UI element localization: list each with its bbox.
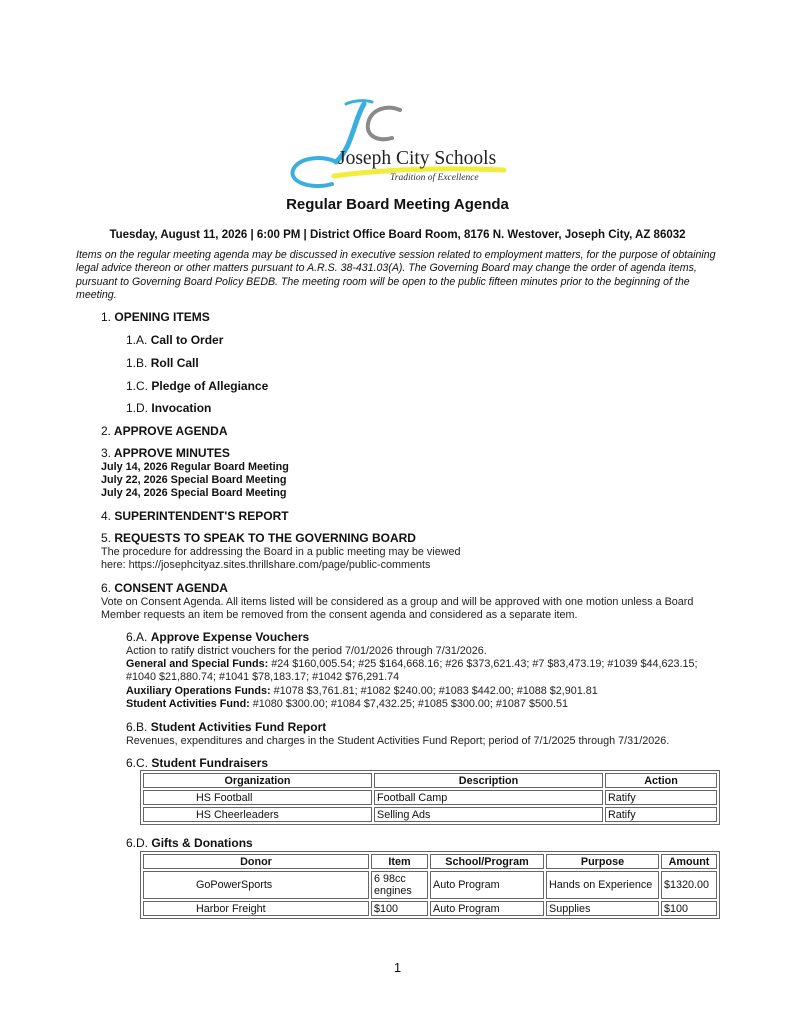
- table-cell: HS Cheerleaders: [143, 807, 372, 822]
- minutes-item: July 22, 2026 Special Board Meeting: [101, 474, 287, 486]
- general-funds: [126, 658, 726, 685]
- table-cell: GoPowerSports: [143, 871, 369, 899]
- section-approve-minutes: [101, 446, 230, 460]
- table-cell: $100: [661, 901, 717, 916]
- section-superintendent-report: [101, 509, 289, 523]
- donations-table: [140, 851, 720, 919]
- item-call-to-order: [126, 333, 223, 347]
- section-number: 1.: [101, 310, 112, 324]
- item-title: Student Activities Fund Report: [150, 720, 327, 734]
- section-title: SUPERINTENDENT'S REPORT: [114, 509, 289, 523]
- section-title: APPROVE MINUTES: [113, 446, 230, 460]
- item-title: Approve Expense Vouchers: [150, 630, 310, 644]
- auxiliary-funds-value: #1078 $3,761.81; #1082 $240.00; #1083 $442.00; #1088 $2,901.81: [270, 685, 598, 697]
- column-header: Item: [371, 854, 428, 869]
- item-title: Student Fundraisers: [151, 756, 269, 770]
- requests-text: The procedure for addressing the Board in a public meeting may be viewed: [101, 546, 461, 558]
- item-number: 1.D.: [126, 401, 149, 415]
- table-row: [143, 901, 717, 916]
- column-header: Organization: [143, 773, 372, 788]
- item-roll-call: [126, 356, 199, 370]
- minutes-item: July 24, 2026 Special Board Meeting: [101, 487, 287, 499]
- table-cell: Hands on Experience: [546, 871, 659, 899]
- consent-text: Vote on Consent Agenda. All items listed will be considered as a group and will be approved with one motion unless a Board Member requests an item be removed from the consent agenda and considered as a separate item.: [101, 596, 694, 622]
- table-cell: Ratify: [605, 790, 717, 805]
- table-row: [143, 807, 717, 822]
- table-cell: Auto Program: [430, 901, 544, 916]
- table-cell: Auto Program: [430, 871, 544, 899]
- general-funds-value: #24 $160,005.54; #25 $164,668.16; #26 $373,621.43; #7 $83,473.19; #1039 $44,623.15; #1040 $21,880.74; #1041 $78,183.17; #1042 $76,291.74: [126, 658, 698, 684]
- section-title: CONSENT AGENDA: [114, 581, 228, 595]
- public-comments-link[interactable]: here: https://josephcityaz.sites.thrillshare.com/page/public-comments: [101, 559, 431, 571]
- item-number: 1.A.: [126, 333, 148, 347]
- table-cell: Harbor Freight: [143, 901, 369, 916]
- activities-report-text: Revenues, expenditures and charges in the Student Activities Fund Report; period of 7/1/2025 through 7/31/2026.: [126, 735, 670, 747]
- section-number: 6.: [101, 581, 112, 595]
- section-requests-to-speak: [101, 531, 416, 545]
- column-header: Donor: [143, 854, 369, 869]
- minutes-item: July 14, 2026 Regular Board Meeting: [101, 461, 289, 473]
- item-number: 1.B.: [126, 356, 148, 370]
- item-number: 1.C.: [126, 379, 149, 393]
- meeting-details: Tuesday, August 11, 2026 | 6:00 PM | District Office Board Room, 8176 N. Westover, Joseph City, AZ 86032: [109, 229, 686, 241]
- table-cell: $1320.00: [661, 871, 717, 899]
- item-expense-vouchers: [126, 630, 309, 644]
- column-header: Description: [374, 773, 603, 788]
- section-approve-agenda: [101, 424, 227, 438]
- item-student-activities-report: [126, 720, 326, 734]
- item-gifts-donations: [126, 836, 253, 850]
- table-cell: Selling Ads: [374, 807, 603, 822]
- vouchers-text: Action to ratify district vouchers for the period 7/01/2026 through 7/31/2026.: [126, 645, 487, 657]
- student-activities-value: #1080 $300.00; #1084 $7,432.25; #1085 $300.00; #1087 $500.51: [249, 698, 568, 710]
- item-number: 6.D.: [126, 836, 149, 850]
- table-header-row: [143, 773, 717, 788]
- student-activities-label: Student Activities Fund:: [126, 698, 250, 710]
- column-header: School/Program: [430, 854, 544, 869]
- section-number: 5.: [101, 531, 112, 545]
- auxiliary-funds-label: Auxiliary Operations Funds:: [126, 685, 271, 697]
- section-consent-agenda: [101, 581, 228, 595]
- item-student-fundraisers: [126, 756, 268, 770]
- section-title: OPENING ITEMS: [114, 310, 210, 324]
- item-number: 6.A.: [126, 630, 148, 644]
- table-cell: 6 98cc engines: [371, 871, 428, 899]
- auxiliary-funds: [126, 685, 726, 698]
- table-cell: Football Camp: [374, 790, 603, 805]
- item-number: 6.B.: [126, 720, 148, 734]
- column-header: Action: [605, 773, 717, 788]
- item-title: Roll Call: [150, 356, 199, 370]
- item-number: 6.C.: [126, 756, 149, 770]
- table-row: [143, 790, 717, 805]
- table-cell: $100: [371, 901, 428, 916]
- section-number: 4.: [101, 509, 112, 523]
- general-funds-label: General and Special Funds:: [126, 658, 269, 670]
- page-number: 1: [393, 960, 402, 975]
- table-header-row: [143, 854, 717, 869]
- column-header: Purpose: [546, 854, 659, 869]
- section-number: 2.: [101, 424, 112, 438]
- table-row: [143, 871, 717, 899]
- item-invocation: [126, 401, 211, 415]
- district-logo: [282, 98, 512, 190]
- item-title: Pledge of Allegiance: [151, 379, 269, 393]
- item-title: Call to Order: [150, 333, 224, 347]
- table-cell: HS Football: [143, 790, 372, 805]
- table-cell: Ratify: [605, 807, 717, 822]
- section-opening-items: [101, 310, 210, 324]
- item-title: Gifts & Donations: [151, 836, 253, 850]
- item-pledge: [126, 379, 268, 393]
- intro-text: Items on the regular meeting agenda may be discussed in executive session related to employment matters, for the purpose of obtaining legal advice thereon or other matters pursuant to A.R.S. 38-431.03(A). The Governing Board may change the order of agenda items, pursuant to Governing Board Policy BEDB. The meeting room will be open to the public fifteen minutes prior to the beginning of the meeting.: [76, 249, 716, 302]
- logo-tagline: Tradition of Excellence: [390, 173, 479, 183]
- item-title: Invocation: [151, 401, 212, 415]
- column-header: Amount: [661, 854, 717, 869]
- logo-name: Joseph City Schools: [338, 148, 497, 169]
- page-title: Regular Board Meeting Agenda: [286, 196, 509, 213]
- student-activities-fund: [126, 698, 726, 711]
- section-title: APPROVE AGENDA: [113, 424, 228, 438]
- fundraisers-table: [140, 770, 720, 825]
- section-number: 3.: [101, 446, 112, 460]
- table-cell: Supplies: [546, 901, 659, 916]
- section-title: REQUESTS TO SPEAK TO THE GOVERNING BOARD: [114, 531, 416, 545]
